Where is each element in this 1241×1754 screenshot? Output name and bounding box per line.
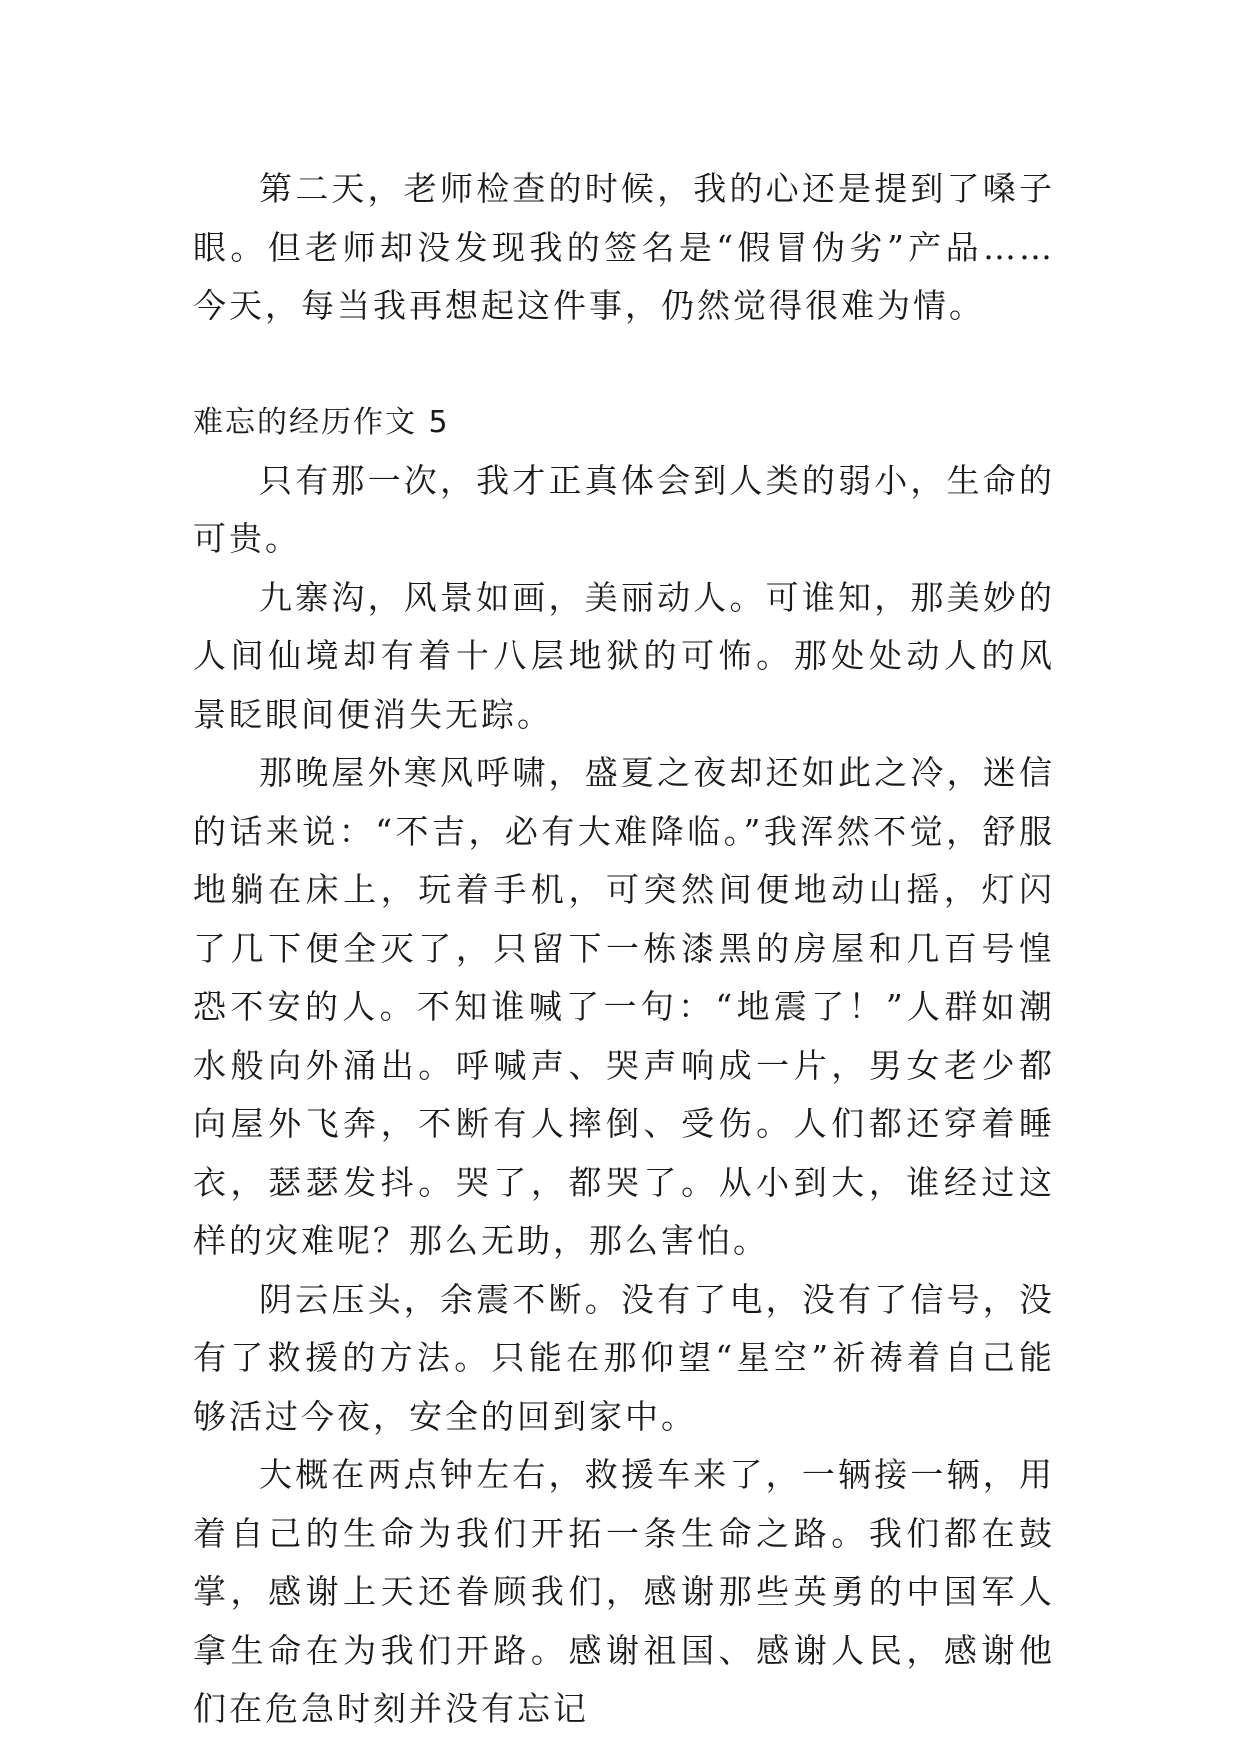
section-title: 难忘的经历作文 5 <box>193 404 450 440</box>
paragraph-4: 阴云压头，余震不断。没有了电，没有了信号，没有了救援的方法。只能在那仰望“星空”祈祷着自己能够活过今夜，安全的回到家中。 <box>193 1279 1055 1436</box>
paragraph-3: 那晚屋外寒风呼啸，盛夏之夜却还如此之冷，迷信的话来说：“不吉，必有大难降临。”我浑然不觉，舒服地躺在床上，玩着手机，可突然间便地动山摇，灯闪了几下便全灭了，只留下一栋漆黑的房屋和几百号惶恐不安的人。不知谁喊了一句：“地震了！”人群如潮水般向外涌出。呼喊声、哭声响成一片，男女老少都向屋外飞奔，不断有人摔倒、受伤。人们都还穿着睡衣，瑟瑟发抖。哭了，都哭了。从小到大，谁经过这样的灾难呢？那么无助，那么害怕。 <box>193 753 1055 1260</box>
document-body <box>193 160 1055 1739</box>
paragraph-5: 大概在两点钟左右，救援车来了，一辆接一辆，用着自己的生命为我们开拓一条生命之路。我们都在鼓掌，感谢上天还眷顾我们，感谢那些英勇的中国军人拿生命在为我们开路。感谢祖国、感谢人民，感谢他们在危急时刻并没有忘记 <box>193 1455 1055 1728</box>
paragraph-1: 只有那一次，我才正真体会到人类的弱小，生命的可贵。 <box>193 460 1055 558</box>
paragraph-continued: 第二天，老师检查的时候，我的心还是提到了嗓子眼。但老师却没发现我的签名是“假冒伪劣”产品……今天，每当我再想起这件事，仍然觉得很难为情。 <box>193 169 1055 325</box>
paragraph-2: 九寨沟，风景如画，美丽动人。可谁知，那美妙的人间仙境却有着十八层地狱的可怖。那处处动人的风景眨眼间便消失无踪。 <box>193 577 1055 734</box>
